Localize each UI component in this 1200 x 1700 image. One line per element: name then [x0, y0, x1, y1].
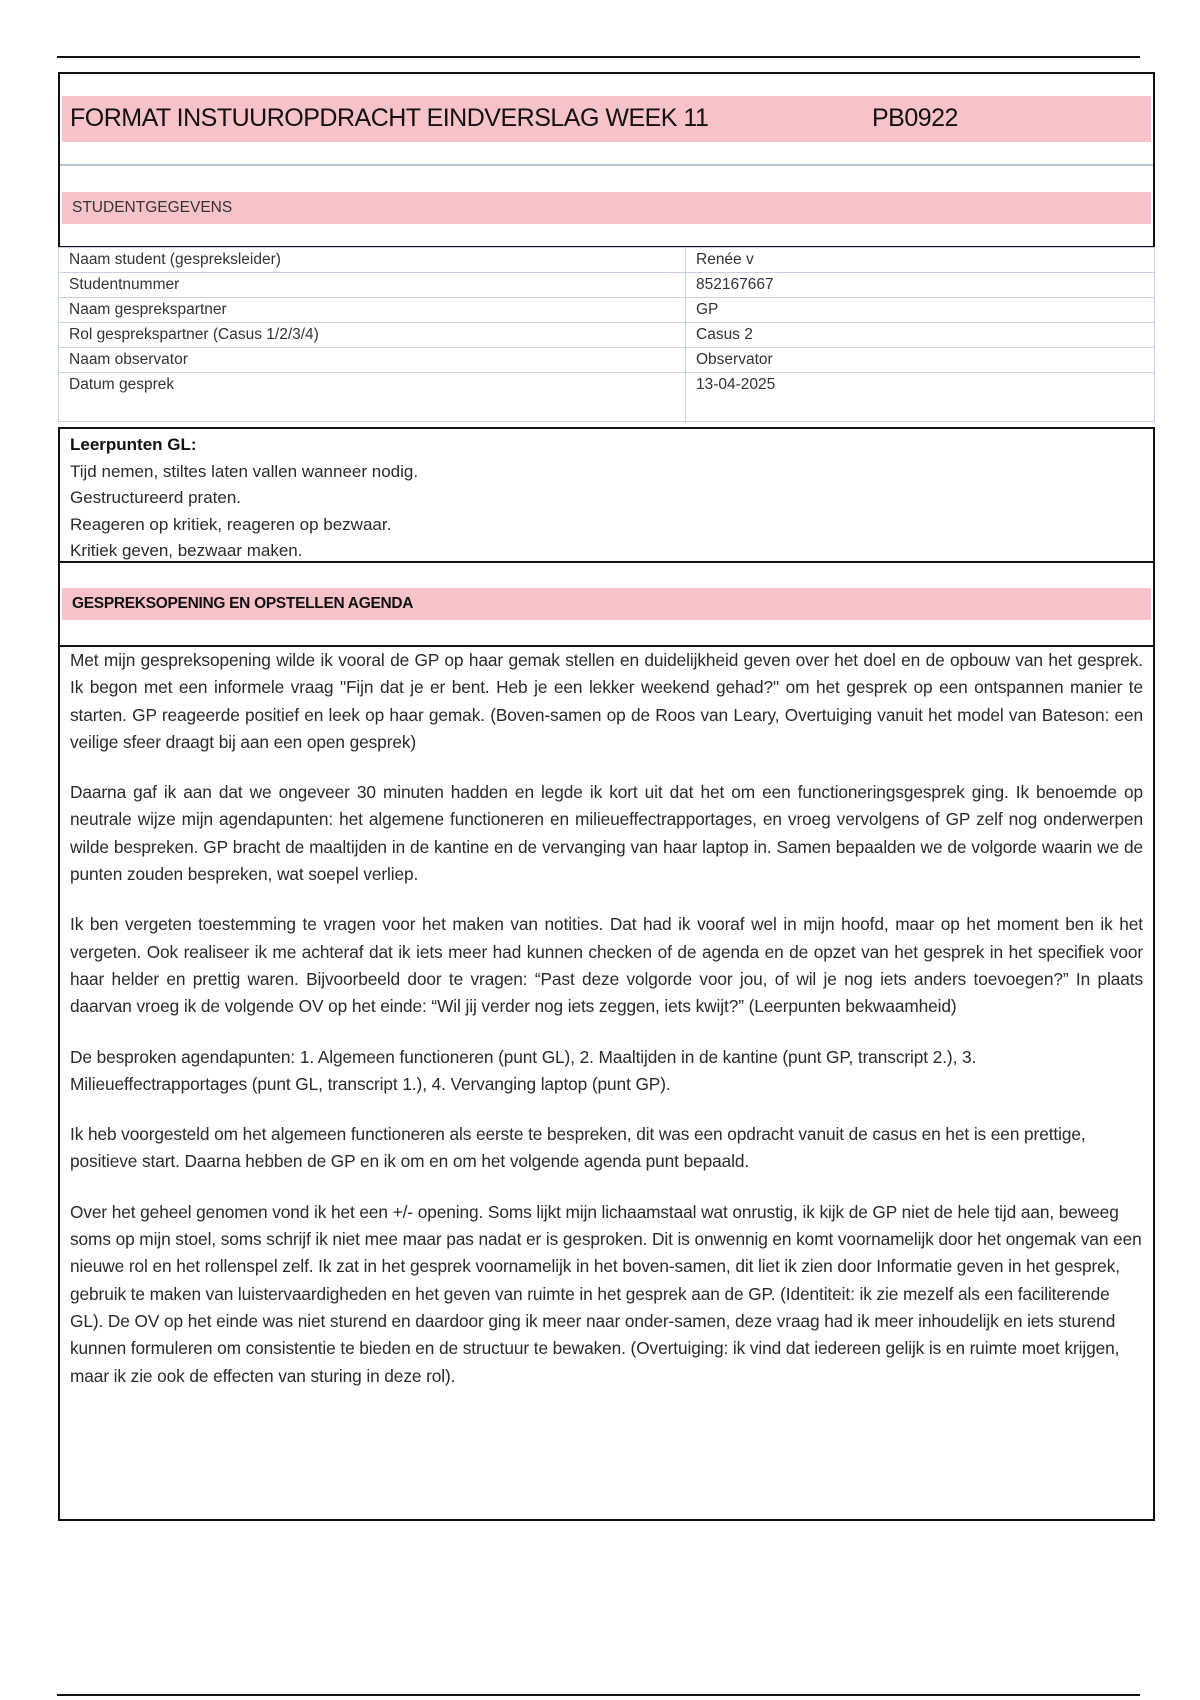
- row-label: Datum gesprek: [59, 373, 686, 422]
- row-label: Studentnummer: [59, 273, 686, 298]
- student-info-table: [58, 247, 1155, 422]
- table-row: [59, 248, 1155, 273]
- paragraph: Over het geheel genomen vond ik het een +/- opening. Soms lijkt mijn lichaamstaal wat onrustig, ik kijk de GP niet de hele tijd aan, beweeg soms op mijn stoel, soms schrijf ik niet mee maar pas nadat er is gesproken. Dit is onwennig en komt voornamelijk door het ongemak van een nieuwe rol en het rollenspel zelf. Ik zat in het gesprek voornamelijk in het boven-samen, dit liet ik zien door Informatie geven in het gesprek, gebruik te maken van luistervaardigheden en het geven van ruimte in het gesprek aan de GP. (Identiteit: ik zie mezelf als een faciliterende GL). De OV op het einde was niet sturend en daardoor ging ik meer naar onder-samen, deze vraag had ik meer inhoudelijk en iets sturend kunnen formuleren om consistentie te bieden en de structuur te bewaken. (Overtuiging: ik vind dat iedereen gelijk is en ruimte moet krijgen, maar ik zie ook de effecten van sturing in deze rol).: [70, 1201, 1142, 1386]
- row-value: Renée v: [686, 248, 1155, 273]
- student-section-heading: STUDENTGEGEVENS: [72, 199, 233, 216]
- divider: [60, 164, 1153, 166]
- row-value: Observator: [686, 348, 1155, 373]
- opening-heading-box: [58, 561, 1155, 647]
- paragraph: Daarna gaf ik aan dat we ongeveer 30 minuten hadden en legde ik kort uit dat het om een functioneringsgesprek ging. Ik benoemde op neutrale wijze mijn agendapunten: het algemene functioneren en milieueffectrapportages, en vroeg vervolgens of GP zelf nog onderwerpen wilde bespreken. GP bracht de maaltijden in de kantine en de vervanging van haar laptop in. Samen bepaalden we de volgorde waarin we de punten zouden bespreken, wat soepel verliep.: [70, 782, 1143, 885]
- row-label: Naam student (gespreksleider): [59, 248, 686, 273]
- student-heading-band: [62, 192, 1151, 224]
- row-value: 13-04-2025: [686, 373, 1155, 422]
- opening-heading-band: [62, 588, 1151, 620]
- document-title: [60, 96, 1153, 140]
- row-label: Rol gesprekspartner (Casus 1/2/3/4): [59, 323, 686, 348]
- row-label: Naam gesprekspartner: [59, 298, 686, 323]
- table-row: [59, 273, 1155, 298]
- top-rule: [57, 56, 1140, 58]
- bottom-rule: [57, 1694, 1140, 1696]
- paragraph: De besproken agendapunten: 1. Algemeen functioneren (punt GL), 2. Maaltijden in de kantine (punt GP, transcript 2.), 3. Milieueffectrapportages (punt GL, transcript 1.), 4. Vervanging laptop (punt GP).: [70, 1046, 977, 1094]
- row-value: 852167667: [686, 273, 1155, 298]
- title-text: FORMAT INSTUUROPDRACHT EINDVERSLAG WEEK 11: [70, 104, 709, 132]
- header-box: [58, 72, 1155, 248]
- leerpunt-item: Kritiek geven, bezwaar maken.: [70, 541, 303, 560]
- leerpunt-item: Gestructureerd praten.: [70, 488, 242, 507]
- table-row: [59, 298, 1155, 323]
- opening-body-box: [58, 645, 1155, 1521]
- table-row: [59, 323, 1155, 348]
- row-value: GP: [686, 298, 1155, 323]
- paragraph: Ik ben vergeten toestemming te vragen voor het maken van notities. Dat had ik vooraf wel in mijn hoofd, maar op het moment ben ik het vergeten. Ook realiseer ik me achteraf dat ik iets meer had kunnen checken of de agenda en de opzet van het gesprek in het specifiek voor haar helder en prettig waren. Bijvoorbeeld door te vragen: “Past deze volgorde voor jou, of wil je nog iets anders toevoegen?” In plaats daarvan vroeg ik de volgende OV op het einde: “Wil jij verder nog iets zeggen, iets kwijt?” (Leerpunten bekwaamheid): [70, 914, 1143, 1017]
- table-row: [59, 373, 1155, 422]
- leerpunt-item: Reageren op kritiek, reageren op bezwaar.: [70, 514, 392, 534]
- leerpunten-heading: Leerpunten GL:: [70, 435, 197, 454]
- opening-section-heading: GESPREKSOPENING EN OPSTELLEN AGENDA: [72, 595, 414, 612]
- table-row: [59, 348, 1155, 373]
- row-label: Naam observator: [59, 348, 686, 373]
- course-code: PB0922: [872, 104, 958, 132]
- paragraph: Ik heb voorgesteld om het algemeen functioneren als eerste te bespreken, dit was een opdracht vanuit de casus en het is een prettige, positieve start. Daarna hebben de GP en ik om en om het volgende agenda punt bepaald.: [70, 1124, 1086, 1172]
- leerpunt-item: Tijd nemen, stiltes laten vallen wanneer nodig.: [70, 461, 419, 481]
- row-value: Casus 2: [686, 323, 1155, 348]
- leerpunten-box: [58, 427, 1155, 563]
- paragraph: Met mijn gespreksopening wilde ik vooral de GP op haar gemak stellen en duidelijkheid geven over het doel en de opbouw van het gesprek. Ik begon met een informele vraag "Fijn dat je er bent. Heb je een lekker weekend gehad?" om het gesprek op een ontspannen manier te starten. GP reageerde positief en leek op haar gemak. (Boven-samen op de Roos van Leary, Overtuiging vanuit het model van Bateson: een veilige sfeer draagt bij aan een open gesprek): [70, 650, 1143, 752]
